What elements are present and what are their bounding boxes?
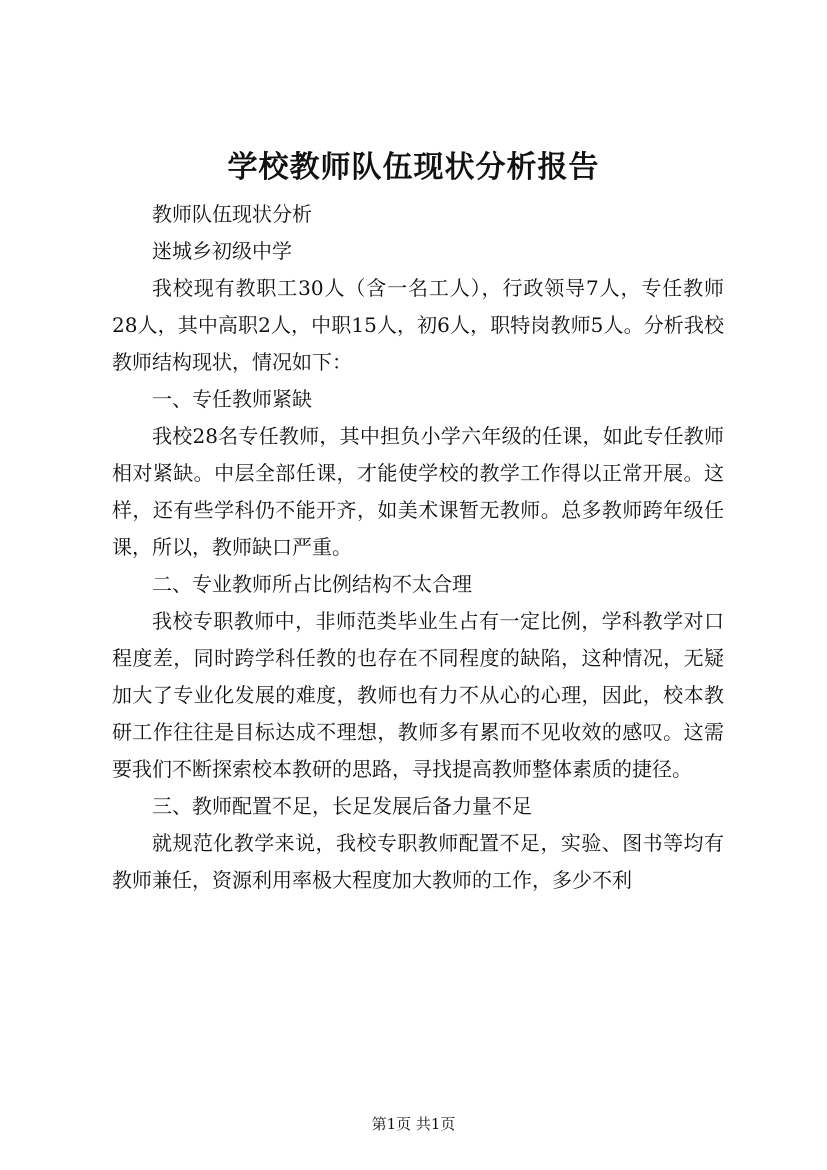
section-heading-2: 二、专业教师所占比例结构不太合理: [152, 572, 472, 596]
school-name-paragraph: 迷城乡初级中学: [152, 239, 292, 263]
intro-paragraph: 我校现有教职工30人（含一名工人），行政领导7人，专任教师28人，其中高职2人，中职15人，初6人，职特岗教师5人。分析我校教师结构现状，情况如下：: [112, 276, 724, 374]
subtitle-paragraph: 教师队伍现状分析: [152, 202, 312, 226]
section-heading-1: 一、专任教师紧缺: [152, 387, 312, 411]
section-paragraph-1: 我校28名专任教师，其中担负小学六年级的任课，如此专任教师相对紧缺。中层全部任课，才能使学校的教学工作得以正常开展。这样，还有些学科仍不能开齐，如美术课暂无教师。总多教师跨年级任课，所以，教师缺口严重。: [112, 424, 724, 559]
section-heading-3: 三、教师配置不足，长足发展后备力量不足: [152, 794, 532, 818]
document-body: [112, 196, 724, 899]
section-paragraph-3: 就规范化教学来说，我校专职教师配置不足，实验、图书等均有教师兼任，资源利用率极大程度加大教师的工作，多少不利: [112, 831, 724, 892]
page-number-footer: 第1页 共1页: [371, 1115, 456, 1133]
section-paragraph-2: 我校专职教师中，非师范类毕业生占有一定比例，学科教学对口程度差，同时跨学科任教的也存在不同程度的缺陷，这种情况，无疑加大了专业化发展的难度，教师也有力不从心的心理，因此，校本教研工作往往是目标达成不理想，教师多有累而不见收效的感叹。这需要我们不断探索校本教研的思路，寻找提高教师整体素质的捷径。: [112, 609, 724, 781]
document-title: 学校教师队伍现状分析报告: [227, 150, 600, 185]
